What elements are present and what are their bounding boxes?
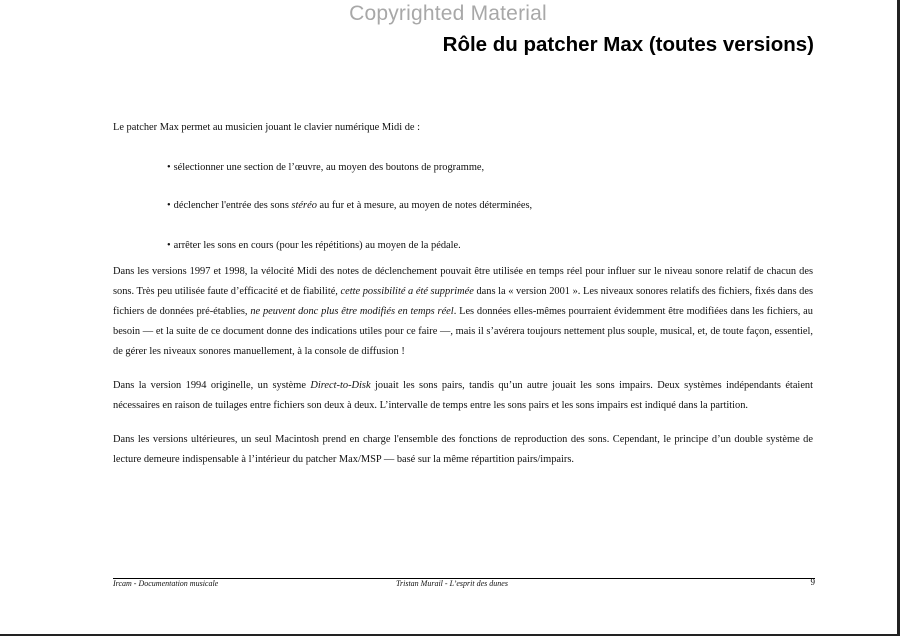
list-item (167, 220, 813, 260)
paragraph-direct-to-disk: Dans la version 1994 originelle, un système Direct-to-Disk jouait les sons pairs, tandis qu’un autre jouait les sons impairs. Deux systèmes indépendants étaient nécessaires en raison de tuilages entre fichiers son deux à deux. L’intervalle de temps entre les sons pairs et les sons impairs est indiqué dans la partition. (113, 380, 814, 411)
page-title: Rôle du patcher Max (toutes versions) (442, 33, 814, 56)
footer-center-text: Tristan Murail - L’esprit des dunes (396, 579, 508, 588)
document-body (113, 118, 813, 484)
footer-left-text: Ircam - Documentation musicale (113, 579, 219, 588)
feature-list (113, 142, 813, 260)
copyright-watermark: Copyrighted Material (349, 2, 547, 25)
list-item-text: sélectionner une section de l’œuvre, au moyen des boutons de programme, (173, 162, 485, 173)
list-item-text: au fur et à mesure, au moyen de notes déterminées, (316, 200, 533, 211)
page-footer (113, 579, 815, 593)
bullet-icon: • (167, 200, 171, 211)
paragraph-velocity: Dans les versions 1997 et 1998, la vélocité Midi des notes de déclenchement pouvait être utilisée en temps réel pour influer sur le niveau sonore relatif de chacun des sons. Très peu utilisée faute d’efficacité et de fiabilité, cette possibilité a été supprimée dans la « version 2001 ». Les niveaux sonores relatifs des fichiers, fixés dans des fichiers de données pré-établies, ne peuvent donc plus être modifiés en temps réel. Les données elles-mêmes pourraient évidemment être modifiées dans les fichiers, au besoin — et la suite de ce document donne des indications utiles pour ce faire —, mais il s’avérera toujours nettement plus souple, musical, et, de toute façon, essentiel, de gérer les niveaux sonores manuellement, à la console de diffusion ! (113, 266, 813, 357)
list-item (167, 180, 813, 220)
list-item-text: arrêter les sons en cours (pour les répétitions) au moyen de la pédale. (173, 240, 461, 251)
bullet-icon: • (167, 240, 171, 251)
list-item-text: déclencher l'entrée des sons (173, 200, 292, 211)
list-item-italic: stéréo (291, 200, 317, 211)
bullet-icon: • (167, 162, 171, 173)
page-number: 9 (810, 577, 815, 587)
intro-paragraph: Le patcher Max permet au musicien jouant le clavier numérique Midi de : (113, 122, 420, 133)
paragraph-later-versions: Dans les versions ultérieures, un seul Macintosh prend en charge l'ensemble des fonctions de reproduction des sons. Cependant, le principe d’un double système de lecture demeure indispensable à l’intérieur du patcher Max/MSP — basé sur la même répartition pairs/impairs. (113, 434, 813, 465)
list-item (167, 142, 813, 180)
